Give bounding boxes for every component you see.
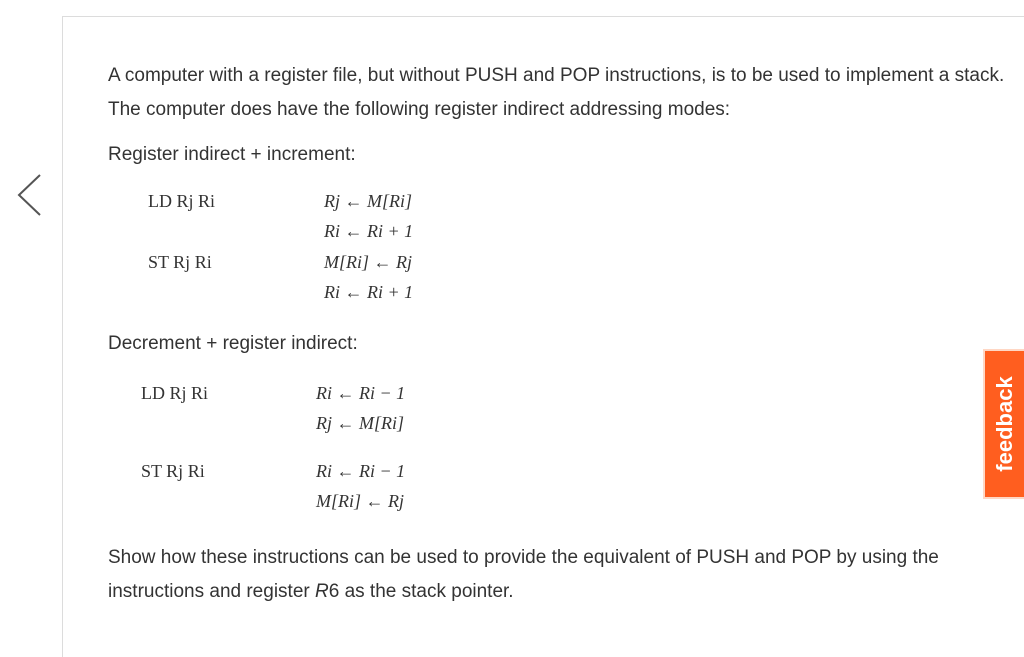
mode1-st-op2: Ri ← Ri + 1 bbox=[324, 282, 414, 302]
mode2-instr-st: ST Rj Ri bbox=[141, 461, 205, 481]
task-text-1: Show how these instructions can be used to provide the equivalent of PUSH and POP by using the instructions and register bbox=[108, 547, 939, 602]
mode2-st-op1: Ri ← Ri − 1 bbox=[316, 461, 406, 481]
mode1-ld-op2: Ri ← Ri + 1 bbox=[324, 221, 414, 241]
mode2-ld-op2: Rj ← M[Ri] bbox=[316, 413, 404, 433]
back-arrow[interactable] bbox=[14, 172, 44, 218]
task-register: R bbox=[315, 581, 329, 602]
mode1-ld-op1: Rj ← M[Ri] bbox=[324, 191, 412, 211]
mode2-st-op2: M[Ri] ← Rj bbox=[316, 491, 404, 511]
task-register-num: 6 bbox=[328, 581, 340, 602]
mode2-heading: Decrement + register indirect: bbox=[108, 333, 358, 354]
mode1-instr-st: ST Rj Ri bbox=[148, 252, 212, 272]
feedback-label: feedback bbox=[991, 376, 1017, 472]
mode2-instr-ld: LD Rj Ri bbox=[141, 383, 209, 403]
mode1-st-op1: M[Ri] ← Rj bbox=[324, 252, 412, 272]
mode2-ld-op1: Ri ← Ri − 1 bbox=[316, 383, 406, 403]
task-text-2: as the stack pointer. bbox=[339, 581, 514, 602]
question-intro: A computer with a register file, but without PUSH and POP instructions, is to be used to implement a stack. The computer does have the following register indirect addressing modes: bbox=[108, 65, 1005, 120]
mode1-instr-ld: LD Rj Ri bbox=[148, 191, 216, 211]
chevron-left-icon bbox=[14, 172, 44, 218]
question-task bbox=[108, 541, 1008, 609]
mode1-heading: Register indirect + increment: bbox=[108, 144, 356, 165]
feedback-tab[interactable] bbox=[983, 349, 1024, 499]
